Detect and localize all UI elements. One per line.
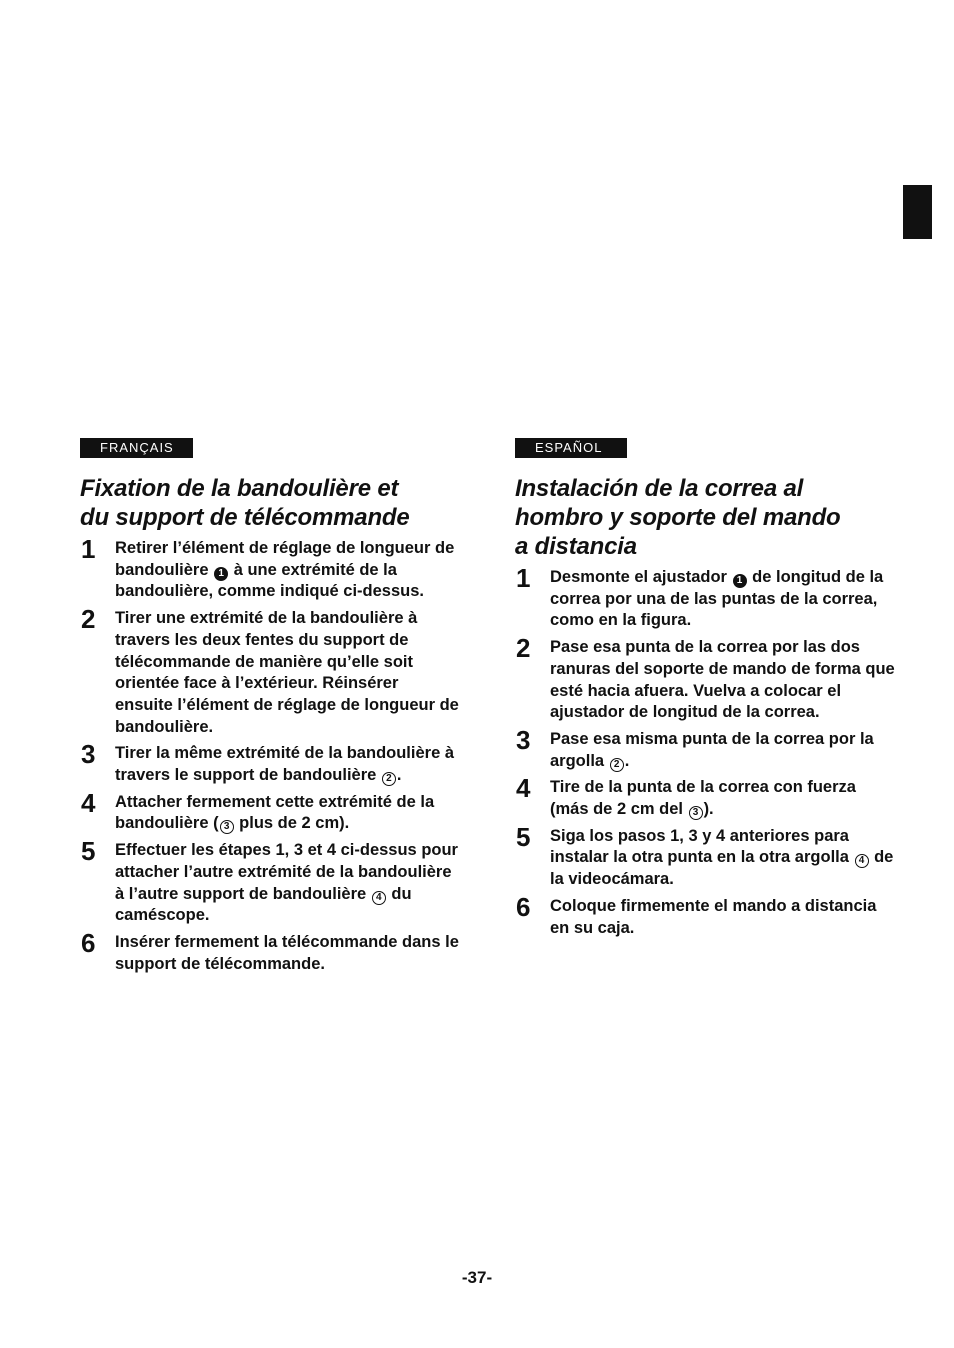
step-text: Retirer l’élément de réglage de longueur de bandoulière 1 à une extrémité de la bandoulière, comme indiqué ci-dessus.: [115, 539, 455, 601]
step-text: Pase esa misma punta de la correa por la argolla 2 .: [550, 729, 874, 770]
callout-marker-icon: 2: [610, 758, 624, 772]
spanish-step-1: [515, 563, 895, 632]
language-tag-spanish: ESPAÑOL: [515, 438, 627, 458]
callout-marker-icon: 1: [214, 567, 228, 581]
step-text: Tirer la même extrémité de la bandoulière à travers le support de bandoulière 2 .: [115, 744, 455, 785]
step-text: Tirer une extrémité de la bandoulière à travers les deux fentes du support de télécommande de manière qu’elle soit orientée face à l’extérieur. Réinsérer ensuite l’élément de réglage de longueur de bandoulière.: [115, 609, 459, 736]
step-text: Effectuer les étapes 1, 3 et 4 ci-dessus pour attacher l’autre extrémité de la bandoulière à l’autre support de bandoulière 4 du caméscope.: [115, 841, 458, 925]
step-text: Desmonte el ajustador 1 de longitud de la correa por una de las puntas de la correa, como en la figura.: [550, 568, 884, 630]
step-number: 6: [516, 891, 531, 922]
step-number: 4: [516, 773, 531, 804]
step-text: Insérer fermement la télécommande dans le support de télécommande.: [115, 932, 459, 973]
step-number: 5: [516, 821, 531, 852]
french-heading-line1: Fixation de la bandoulière et: [80, 475, 399, 502]
french-step-3: [80, 739, 460, 786]
callout-marker-icon: 4: [372, 891, 386, 905]
step-number: 4: [81, 787, 96, 818]
spanish-step-3: [515, 724, 895, 772]
language-tag-french: FRANÇAIS: [80, 438, 193, 458]
spanish-heading-line3: a distancia: [515, 533, 637, 560]
french-column: [80, 438, 460, 980]
french-heading: [80, 474, 460, 532]
spanish-column: [515, 438, 895, 944]
spanish-heading-line1: Instalación de la correa al: [515, 475, 804, 502]
callout-marker-icon: 1: [733, 574, 747, 588]
french-step-4: [80, 787, 460, 835]
spanish-step-4: [515, 773, 895, 820]
spanish-steps: [515, 563, 895, 939]
spanish-heading: [515, 474, 895, 561]
step-number: 6: [81, 927, 96, 958]
step-number: 2: [516, 633, 531, 664]
step-text: Tire de la punta de la correa con fuerza (más de 2 cm del 3 ).: [550, 778, 856, 819]
step-number: 2: [81, 604, 96, 635]
spanish-heading-line2: hombro y soporte del mando: [515, 504, 841, 531]
step-number: 3: [516, 724, 531, 755]
french-step-5: [80, 836, 460, 927]
spanish-step-6: [515, 891, 895, 939]
callout-marker-icon: 3: [689, 806, 703, 820]
step-text: Siga los pasos 1, 3 y 4 anteriores para instalar la otra punta en la otra argolla 4 de la videocámara.: [550, 826, 894, 889]
step-text: Coloque firmemente el mando a distancia en su caja.: [550, 896, 877, 937]
french-step-2: [80, 604, 460, 738]
step-number: 3: [81, 739, 96, 770]
french-step-1: [80, 534, 460, 603]
step-number: 1: [81, 534, 96, 564]
section-edge-tab: [903, 185, 932, 239]
step-text: Pase esa punta de la correa por las dos ranuras del soporte de mando de forma que esté hacia afuera. Vuelva a colocar el ajustador de longitud de la correa.: [550, 638, 895, 722]
callout-marker-icon: 4: [855, 854, 869, 868]
spanish-step-2: [515, 633, 895, 724]
step-text: Attacher fermement cette extrémité de la bandoulière ( 3 plus de 2 cm).: [115, 792, 435, 833]
french-step-6: [80, 927, 460, 975]
step-number: 1: [516, 563, 531, 593]
spanish-step-5: [515, 821, 895, 891]
callout-marker-icon: 3: [220, 820, 234, 834]
step-number: 5: [81, 836, 96, 867]
french-heading-line2: du support de télécommande: [80, 504, 410, 531]
callout-marker-icon: 2: [382, 772, 396, 786]
page-number: -37-: [461, 1268, 493, 1287]
french-steps: [80, 534, 460, 975]
